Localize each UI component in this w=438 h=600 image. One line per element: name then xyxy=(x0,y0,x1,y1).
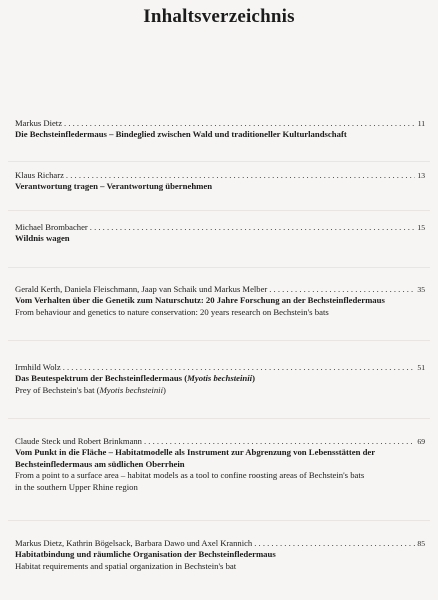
dot-leader xyxy=(63,362,416,373)
toc-entry[interactable] xyxy=(15,538,425,572)
entry-authors: Gerald Kerth, Daniela Fleischmann, Jaap van Schaik und Markus Melber xyxy=(15,284,268,294)
entry-authors: Claude Steck und Robert Brinkmann xyxy=(15,436,142,446)
entry-authors: Markus Dietz xyxy=(15,118,63,128)
toc-entry[interactable] xyxy=(15,436,425,493)
divider xyxy=(8,210,430,211)
page-number: 35 xyxy=(417,285,425,294)
entry-title-de-line1: Vom Punkt in die Fläche – Habitatmodelle als Instrument zur Abgrenzung von Lebensstätten der xyxy=(15,447,376,457)
divider xyxy=(8,520,430,521)
entry-title-de: Wildnis wagen xyxy=(15,233,70,243)
page-number: 51 xyxy=(417,363,425,372)
page-title: Inhaltsverzeichnis xyxy=(143,6,295,27)
dot-leader xyxy=(64,118,416,129)
author-line xyxy=(15,222,425,233)
page-number: 11 xyxy=(417,119,425,128)
author-line xyxy=(15,362,425,373)
author-line xyxy=(15,436,425,447)
toc-entry[interactable] xyxy=(15,118,425,141)
author-line xyxy=(15,284,425,295)
title-text: Das Beutespektrum der Bechsteinfledermaus ( xyxy=(15,373,188,383)
entry-title-en-line1: From a point to a surface area – habitat models as a tool to confine roosting areas of Bechstein's bats xyxy=(15,470,365,480)
species-name: Myotis bechsteinii xyxy=(187,373,253,383)
entry-title-de: Die Bechsteinfledermaus – Bindeglied zwischen Wald und traditioneller Kulturlandschaft xyxy=(15,129,347,139)
entry-title-en: From behaviour and genetics to nature conservation: 20 years research on Bechstein's bats xyxy=(15,306,329,317)
divider xyxy=(8,340,430,341)
entry-title-de xyxy=(15,373,425,385)
author-line xyxy=(15,170,425,181)
page-number: 85 xyxy=(417,539,425,548)
entry-title-de: Verantwortung tragen – Verantwortung übernehmen xyxy=(15,181,213,191)
title-text: ) xyxy=(252,373,255,383)
entry-title-en xyxy=(15,385,425,397)
entry-title-en: Habitat requirements and spatial organization in Bechstein's bat xyxy=(15,560,237,571)
dot-leader xyxy=(269,284,415,295)
entry-title-en-line2: in the southern Upper Rhine region xyxy=(15,481,138,492)
entry-authors: Michael Brombacher xyxy=(15,222,88,232)
dot-leader xyxy=(144,436,415,447)
entry-title-de: Habitatbindung und räumliche Organisation der Bechsteinfledermaus xyxy=(15,549,276,559)
toc-entry[interactable] xyxy=(15,284,425,318)
title-text: Prey of Bechstein's bat ( xyxy=(15,384,100,395)
entry-authors: Klaus Richarz xyxy=(15,170,64,180)
divider xyxy=(8,267,430,268)
divider xyxy=(8,418,430,419)
dot-leader xyxy=(254,538,415,549)
entry-title-de-line2: Bechsteinfledermaus am südlichen Oberrhein xyxy=(15,458,185,469)
author-line xyxy=(15,118,425,129)
page-number: 13 xyxy=(417,171,425,180)
page-number: 15 xyxy=(417,223,425,232)
title-text: ) xyxy=(163,384,166,395)
entry-authors: Irmhild Wolz xyxy=(15,362,61,372)
toc-entry[interactable] xyxy=(15,170,425,193)
toc-entry[interactable] xyxy=(15,222,425,245)
dot-leader xyxy=(66,170,415,181)
toc-entry[interactable] xyxy=(15,362,425,396)
page-number: 69 xyxy=(417,437,425,446)
species-name: Myotis bechsteinii xyxy=(99,384,164,395)
entry-authors: Markus Dietz, Kathrin Bögelsack, Barbara Dawo und Axel Krannich xyxy=(15,538,253,548)
dot-leader xyxy=(90,222,416,233)
divider xyxy=(8,161,430,162)
author-line xyxy=(15,538,425,549)
entry-title-de: Vom Verhalten über die Genetik zum Naturschutz: 20 Jahre Forschung an der Bechsteinfledermaus xyxy=(15,295,385,305)
